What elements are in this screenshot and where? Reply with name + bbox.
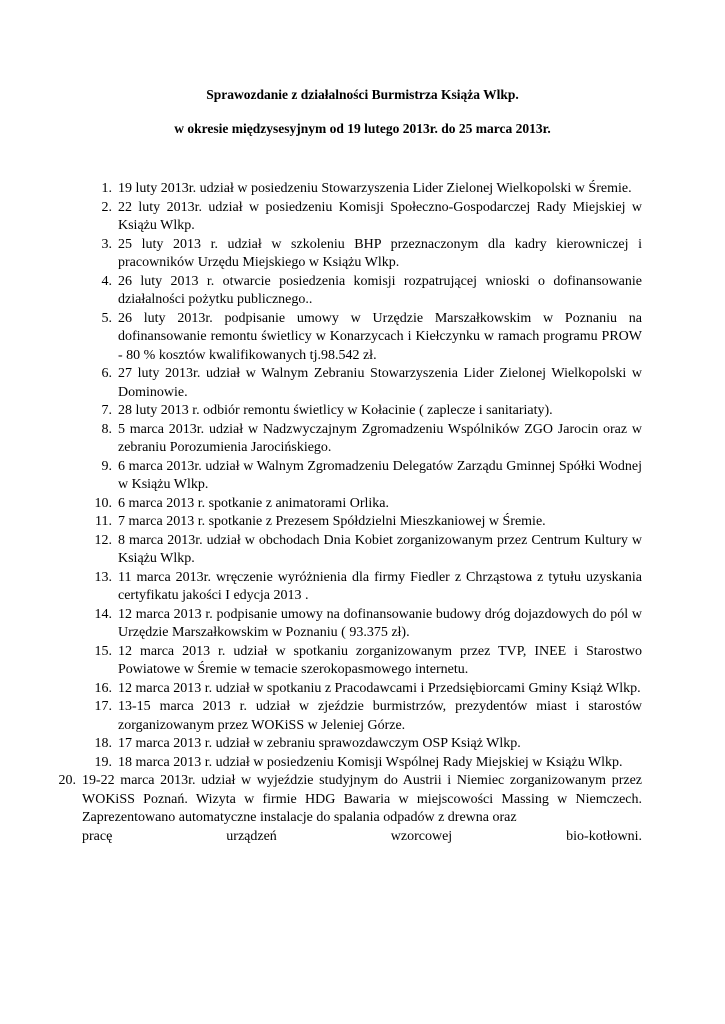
list-item-text: 12 marca 2013 r. udział w spotkaniu z Pracodawcami i Przedsiębiorcami Gminy Książ Wlkp. [118, 680, 641, 696]
list-item-number: 11. [95, 514, 112, 529]
document-title: Sprawozdanie z działalności Burmistrza Książa Wlkp. [206, 87, 519, 102]
list-item-number: 10. [94, 495, 112, 511]
list-item-number: 9. [101, 458, 112, 474]
list-item-number: 8. [101, 421, 112, 437]
list-item-text: 26 luty 2013r. podpisanie umowy w Urzędzie Marszałkowskim w Poznaniu na dofinansowanie remontu świetlicy w Konarzycach i Kiełczynku w ramach programu PROW - 80 % kosztów kwalifikowanych tj.98.542 zł. [118, 310, 642, 363]
list-item-number: 13. [94, 569, 112, 585]
list-item [82, 495, 642, 514]
list-item-text: 13-15 marca 2013 r. udział w zjeździe burmistrzów, prezydentów miast i starostów zorganizowanym przez WOKiSS w Jeleniej Górze. [118, 699, 642, 733]
list-item [82, 180, 642, 199]
list-item-text: 19-22 marca 2013r. udział w wyjeździe studyjnym do Austrii i Niemiec zorganizowanym przez WOKiSS Poznań. Wizyta w firmie HDG Bawaria w miejscowości Massing w Niemczech. Zaprezentowano automatyczne instalacje do spalania odpadów z drewna oraz [82, 773, 642, 825]
list-item-number: 5. [101, 310, 112, 326]
list-item-number: 19. [94, 754, 112, 770]
list-item-number: 15. [94, 643, 112, 659]
list-item-text: 17 marca 2013 r. udział w zebraniu sprawozdawczym OSP Książ Wlkp. [118, 736, 521, 751]
list-item-number: 12. [94, 532, 112, 548]
list-item-number: 17. [94, 699, 112, 714]
list-item-text: 7 marca 2013 r. spotkanie z Prezesem Spółdzielni Mieszkaniowej w Śremie. [118, 514, 546, 529]
list-item-text: 26 luty 2013 r. otwarcie posiedzenia komisji rozpatrującej wnioski o dofinansowanie działalności pożytku publicznego.. [118, 273, 642, 307]
list-item [82, 735, 642, 754]
list-item-text: 19 luty 2013r. udział w posiedzeniu Stowarzyszenia Lider Zielonej Wielkopolski w Śremie. [118, 181, 632, 196]
list-item-number: 3. [101, 236, 112, 252]
list-item-text: 11 marca 2013r. wręczenie wyróżnienia dla firmy Fiedler z Chrząstowa z tytułu uzyskania certyfikatu jakości I edycja 2013 . [118, 569, 642, 603]
list-item-number: 20. [58, 773, 76, 788]
list-item-number: 6. [101, 366, 112, 381]
list-item-text: 6 marca 2013 r. spotkanie z animatorami Orlika. [118, 495, 389, 511]
list-item [46, 772, 642, 846]
list-item [82, 458, 642, 495]
list-item-number: 18. [94, 736, 112, 751]
list-item-number: 2. [101, 199, 112, 215]
list-item-text: 5 marca 2013r. udział w Nadzwyczajnym Zgromadzeniu Wspólników ZGO Jarocin oraz w zebraniu Porozumienia Jarocińskiego. [118, 421, 642, 455]
list-item-text: 28 luty 2013 r. odbiór remontu świetlicy w Kołacinie ( zaplecze i sanitariaty). [118, 403, 553, 418]
list-item [82, 199, 642, 236]
list-item [82, 680, 642, 699]
list-item-number: 14. [94, 606, 112, 622]
list-item-text: 12 marca 2013 r. podpisanie umowy na dofinansowanie budowy dróg dojazdowych do pól w Urzędzie Marszałkowskim w Poznaniu ( 93.375 zł). [118, 606, 642, 640]
list-item-text: 6 marca 2013r. udział w Walnym Zgromadzeniu Delegatów Zarządu Gminnej Spółki Wodnej w Książu Wlkp. [118, 458, 642, 492]
list-item-text: 8 marca 2013r. udział w obchodach Dnia Kobiet zorganizowanym przez Centrum Kultury w Książu Wlkp. [118, 532, 642, 566]
list-item-text: 27 luty 2013r. udział w Walnym Zebraniu Stowarzyszenia Lider Zielonej Wielkopolski w Dominowie. [118, 366, 642, 400]
list-item-text: 18 marca 2013 r. udział w posiedzeniu Komisji Wspólnej Rady Miejskiej w Książu Wlkp. [118, 754, 623, 770]
list-item-text: 25 luty 2013 r. udział w szkoleniu BHP przeznaczonym dla kadry kierowniczej i pracowników Urzędu Miejskiego w Książu Wlkp. [118, 236, 642, 270]
list-item [82, 532, 642, 569]
activity-list [58, 180, 642, 846]
list-item [82, 606, 642, 643]
document-subtitle: w okresie międzysesyjnym od 19 lutego 2013r. do 25 marca 2013r. [174, 121, 551, 136]
list-item-last-line: pracę urządzeń wzorcowej bio-kotłowni. [82, 828, 642, 844]
list-item [82, 273, 642, 310]
list-item [82, 513, 642, 532]
list-item [82, 310, 642, 366]
list-item-number: 4. [101, 273, 112, 289]
list-item-number: 16. [94, 680, 112, 696]
list-item [82, 569, 642, 606]
list-item-text: 22 luty 2013r. udział w posiedzeniu Komisji Społeczno-Gospodarczej Rady Miejskiej w Książu Wlkp. [118, 199, 642, 233]
list-item [82, 421, 642, 458]
list-item-number: 7. [101, 403, 112, 418]
list-item-text: 12 marca 2013 r. udział w spotkaniu zorganizowanym przez TVP, INEE i Starostwo Powiatowe w Śremie w temacie szerokopasmowego internetu. [118, 643, 642, 677]
list-item [82, 236, 642, 273]
list-item [82, 754, 642, 773]
list-item [82, 402, 642, 421]
list-item [82, 698, 642, 735]
list-item [82, 643, 642, 680]
list-item-number: 1. [101, 181, 112, 196]
list-item [82, 365, 642, 402]
